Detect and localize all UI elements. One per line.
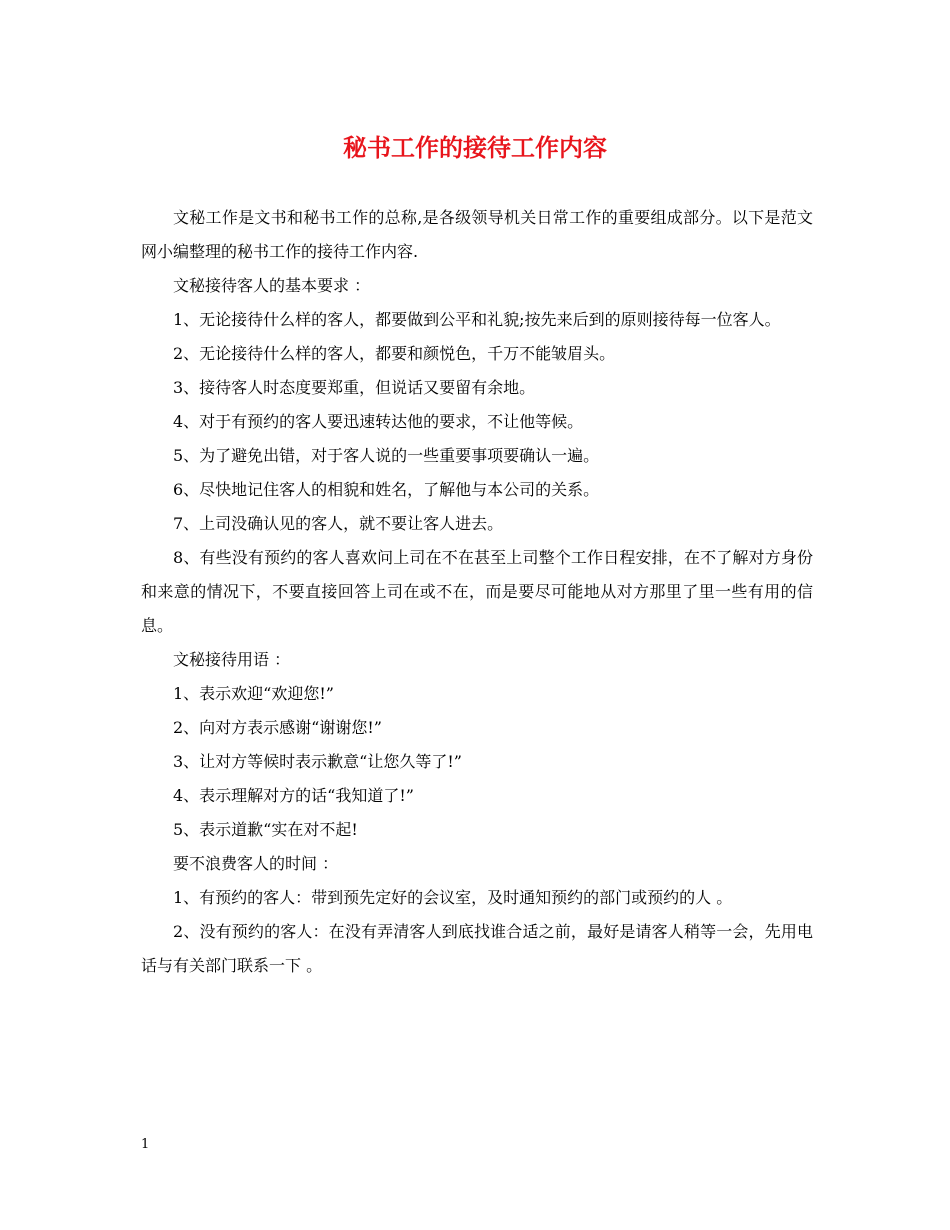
paragraph-intro: 文秘工作是文书和秘书工作的总称,是各级领导机关日常工作的重要组成部分。以下是范文网小编整理的秘书工作的接待工作内容. xyxy=(141,208,813,261)
list-item: 8、有些没有预约的客人喜欢问上司在不在甚至上司整个工作日程安排，在不了解对方身份和来意的情况下，不要直接回答上司在或不在，而是要尽可能地从对方那里了里一些有用的信息。 xyxy=(141,548,813,635)
list-item: 1、有预约的客人：带到预先定好的会议室，及时通知预约的部门或预约的人 。 xyxy=(173,888,733,907)
list-item: 4、表示理解对方的话“我知道了!” xyxy=(173,786,414,805)
list-item: 2、没有预约的客人：在没有弄清客人到底找谁合适之前，最好是请客人稍等一会，先用电话与有关部门联系一下 。 xyxy=(141,922,813,975)
list-item: 7、上司没确认见的客人，就不要让客人进去。 xyxy=(173,514,504,533)
section-heading-basic-requirements: 文秘接待客人的基本要求 ： xyxy=(173,276,371,295)
list-item: 3、让对方等候时表示歉意“让您久等了!” xyxy=(173,752,462,771)
list-item: 1、无论接待什么样的客人，都要做到公平和礼貌;按先来后到的原则接待每一位客人。 xyxy=(173,310,781,329)
document-title: 秘书工作的接待工作内容 xyxy=(343,133,607,162)
document-body xyxy=(141,201,813,983)
list-item: 2、向对方表示感谢“谢谢您!” xyxy=(173,718,382,737)
page-number: 1 xyxy=(141,1137,150,1152)
list-item: 2、无论接待什么样的客人，都要和颜悦色，千万不能皱眉头。 xyxy=(173,344,616,363)
list-item: 4、对于有预约的客人要迅速转达他的要求，不让他等候。 xyxy=(173,412,584,431)
section-heading-save-time: 要不浪费客人的时间 ： xyxy=(173,854,339,873)
list-item: 1、表示欢迎“欢迎您!” xyxy=(173,684,334,703)
list-item: 6、尽快地记住客人的相貌和姓名，了解他与本公司的关系。 xyxy=(173,480,600,499)
section-heading-reception-phrases: 文秘接待用语 ： xyxy=(173,650,291,669)
list-item: 5、表示道歉“实在对不起! xyxy=(173,820,358,839)
list-item: 3、接待客人时态度要郑重，但说话又要留有余地。 xyxy=(173,378,536,397)
list-item: 5、为了避免出错，对于客人说的一些重要事项要确认一遍。 xyxy=(173,446,600,465)
